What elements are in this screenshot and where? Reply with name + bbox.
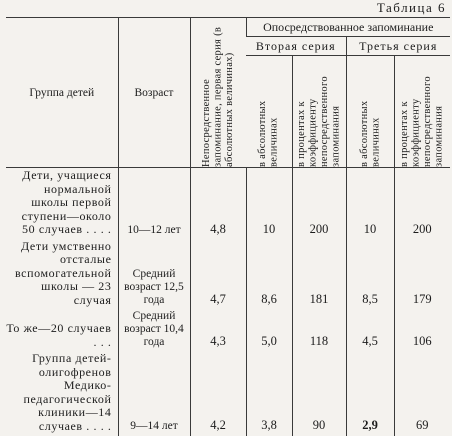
table-row (6, 168, 450, 240)
header-s2-abs (246, 56, 292, 168)
cell-direct: 4,7 (190, 240, 246, 311)
cell-s3-abs: 8,5 (346, 240, 394, 311)
cell-s3-abs: 10 (346, 168, 394, 240)
cell-s3-pct: 106 (394, 310, 450, 352)
cell-group: Дети, учащиеся нормальной школы первой ступени—около 50 случаев . . . . (6, 168, 118, 240)
header-direct (190, 18, 246, 168)
header-s2-abs-text: в абсолютных величинах (257, 57, 280, 167)
cell-age: Средний возраст 12,5 года (118, 240, 190, 311)
cell-s2-pct: 200 (292, 168, 346, 240)
cell-group: Дети умственно отсталые вспомогательной школы — 23 случая (6, 240, 118, 311)
cell-group: Группа детей-олигофренов Медико-педагогической клиники—14 случаев . . . . (6, 352, 118, 436)
header-s2-pct-text: в процентах к коэффициенту непосредственного запоминания (296, 57, 342, 167)
cell-direct: 4,8 (190, 168, 246, 240)
table-row (6, 310, 450, 352)
table-row (6, 240, 450, 311)
cell-s2-pct: 90 (292, 352, 346, 436)
header-s3-abs (346, 56, 394, 168)
header-series-3: Третья серия (346, 37, 450, 56)
table-header (6, 18, 450, 168)
table-caption: Таблица 6 (377, 0, 446, 16)
header-s3-abs-text: в абсолютных величинах (359, 57, 382, 167)
cell-direct: 4,3 (190, 310, 246, 352)
header-group: Группа детей (6, 18, 118, 168)
cell-direct: 4,2 (190, 352, 246, 436)
cell-s3-abs: 2,9 (346, 352, 394, 436)
cell-s2-abs: 3,8 (246, 352, 292, 436)
cell-s2-pct: 118 (292, 310, 346, 352)
cell-s2-abs: 8,6 (246, 240, 292, 311)
table-body (6, 168, 450, 436)
data-table (6, 17, 450, 436)
table-row (6, 352, 450, 436)
cell-s3-pct: 69 (394, 352, 450, 436)
header-s2-pct (292, 56, 346, 168)
cell-group: То же—20 случаев . . . (6, 310, 118, 352)
header-s3-pct-text: в процентах к коэффициенту непосредственного запоминания (399, 57, 445, 167)
cell-s3-pct: 200 (394, 168, 450, 240)
cell-s3-pct: 179 (394, 240, 450, 311)
header-s3-pct (394, 56, 450, 168)
cell-s2-pct: 181 (292, 240, 346, 311)
header-series-2: Вторая серия (246, 37, 346, 56)
cell-s2-abs: 5,0 (246, 310, 292, 352)
cell-s2-abs: 10 (246, 168, 292, 240)
header-direct-text: Непосредственное запоминание, первая серия (в абсолютных величинах) (201, 18, 236, 167)
cell-s3-abs: 4,5 (346, 310, 394, 352)
cell-age: Средний возраст 10,4 года (118, 310, 190, 352)
cell-age: 9—14 лет (118, 352, 190, 436)
header-mediated: Опосредствованное запоминание (246, 18, 450, 37)
cell-age: 10—12 лет (118, 168, 190, 240)
header-age: Возраст (118, 18, 190, 168)
